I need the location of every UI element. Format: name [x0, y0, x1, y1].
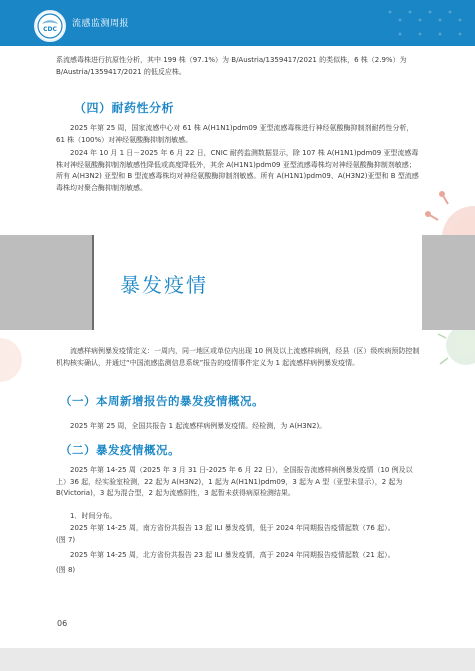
page-number: 06: [57, 619, 68, 628]
resistance-paragraph-2: 2024 年 10 月 1 日－2025 年 6 月 22 日，CNIC 耐药监测数据显示，除 107 株 A(H1N1)pdm09 亚型流感毒株对神经氨酸酶抑制剂敏感性降低或高度降低外，其余 A(H1N1)pdm09 亚型流感毒株均对神经氨酸酶抑制剂敏感；所有 A(H3N2) 亚型和 B 型流感毒株均对神经氨酸酶抑制剂敏感。所有 A(H1N1)pdm09、A(H3N2)亚型和 B 型流感毒株均对聚合酶抑制剂敏感。: [56, 149, 419, 192]
section-banner-title: 暴发疫情: [120, 273, 208, 297]
cdc-logo-icon: [34, 10, 66, 42]
time-distribution-label: 1．时间分布。: [70, 512, 117, 520]
intro-paragraph: 系流感毒株进行抗原性分析，其中 199 株（97.1%）为 B/Austria/1359417/2021 的类似株，6 株（2.9%）为 B/Austria/1359417/2021 的低反应株。: [56, 56, 407, 76]
north-outbreak-paragraph: 2025 年第 14-25 周，北方省份共报告 23 起 ILI 暴发疫情，高于 2024 年同期报告疫情起数（21 起）。: [70, 551, 395, 559]
overview-heading: （二）暴发疫情概况。: [60, 443, 180, 457]
footer-bar: [0, 648, 475, 671]
overview-paragraph: 2025 年第 14-25 周（2025 年 3 月 31 日-2025 年 6 月 22 日），全国报告流感样病例暴发疫情（10 例及以上）36 起，经实验室检测，22 起为 A(H3N2)，1 起为 A(H1N1)pdm09，3 起为 A 型（亚型未显示），2 起为 B(Victoria)，3 起为混合型，2 起为流感阴性，3 起暂未获得病原检测结果。: [56, 466, 413, 497]
logo-text: CDC: [43, 26, 57, 33]
new-outbreak-paragraph: 2025 年第 25 周，全国共报告 1 起流感样病例暴发疫情。经检测，为 A(H3N2)。: [70, 422, 327, 430]
south-outbreak-paragraph: 2025 年第 14-25 周，南方省份共报告 13 起 ILI 暴发疫情，低于 2024 年同期报告疫情起数（76 起）。: [70, 524, 395, 532]
left-virus-decoration-icon: [0, 330, 40, 390]
header-bar: [0, 0, 475, 46]
figure-7-reference: (图 7): [56, 536, 76, 544]
new-outbreak-heading: （一）本周新增报告的暴发疫情概况。: [60, 394, 264, 408]
resistance-paragraph-1: 2025 年第 25 周，国家流感中心对 61 株 A(H1N1)pdm09 亚型流感毒株进行神经氨酸酶抑制剂耐药性分析，61 株（100%）对神经氨酸酶抑制剂敏感。: [56, 124, 414, 144]
outbreak-definition: 流感样病例暴发疫情定义：一周内，同一地区或单位内出现 10 例及以上流感样病例，经县（区）级疾病预防控制机构核实确认，并通过“中国流感监测信息系统”报告的疫情事件定义为 1 起流感样病例暴发疫情。: [56, 347, 420, 367]
header-title: 流感监测周报: [72, 19, 130, 29]
resistance-heading: （四）耐药性分析: [74, 101, 175, 115]
figure-8-reference: (图 8): [56, 566, 76, 574]
